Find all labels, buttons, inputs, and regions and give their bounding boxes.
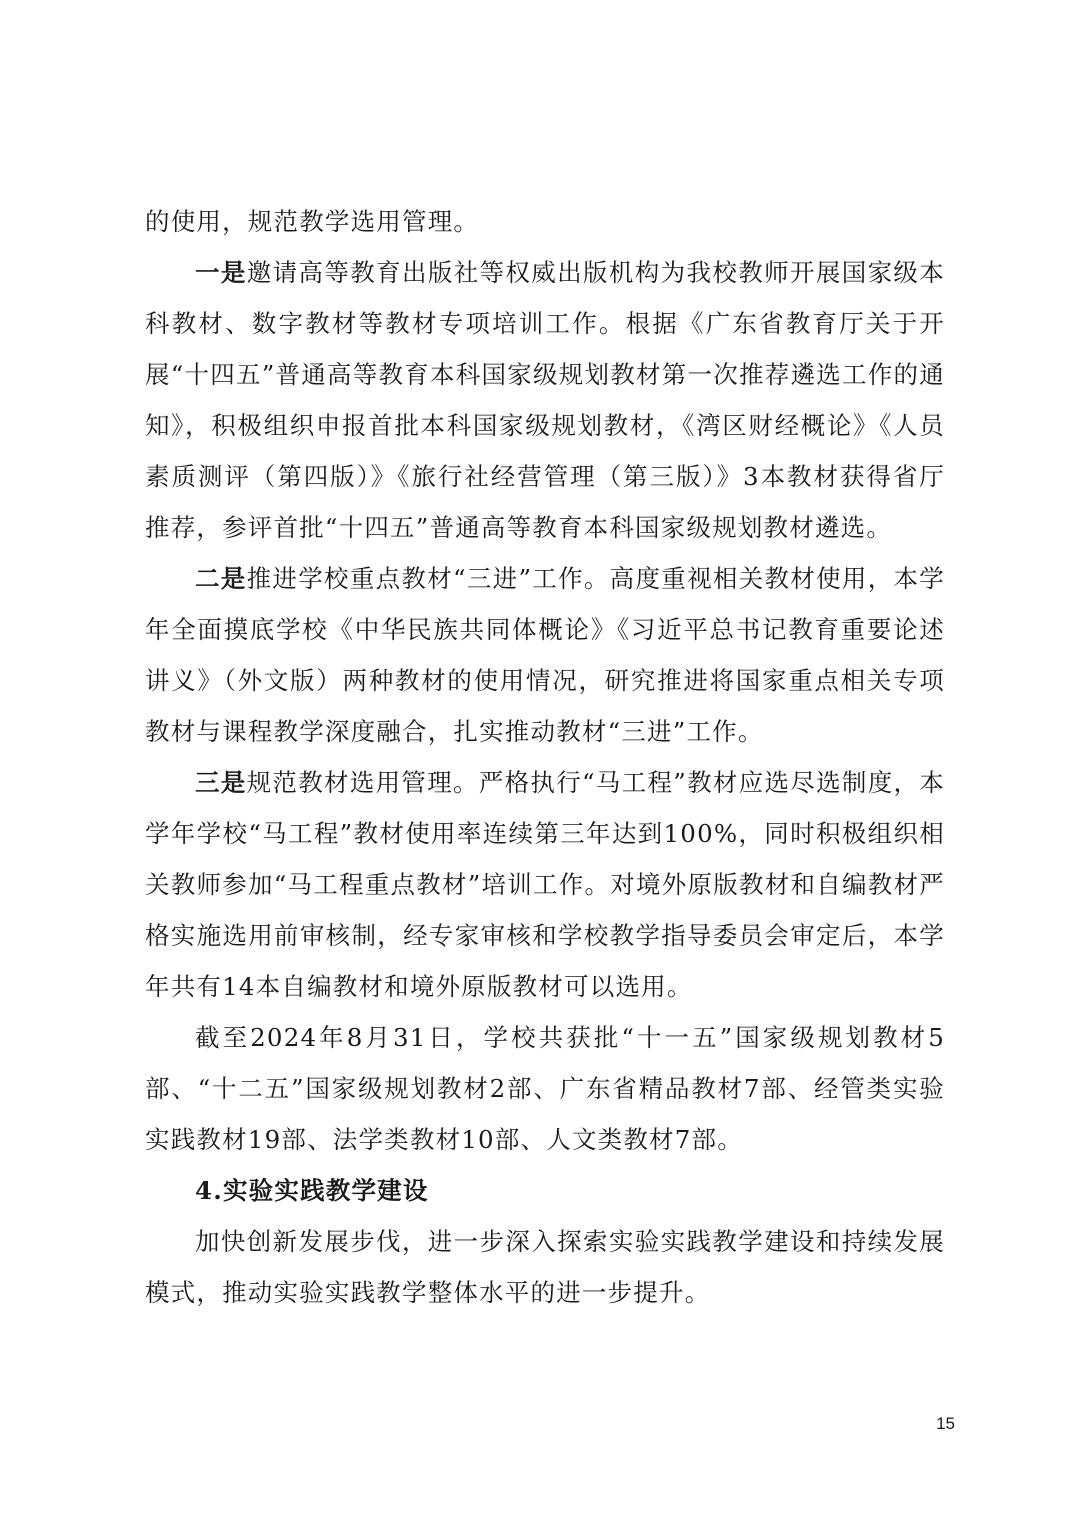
section-four-paragraph	[145, 1216, 945, 1318]
item-one-paragraph	[145, 247, 945, 553]
item-three-paragraph	[145, 757, 945, 1012]
summary-text: 截至2024年8月31日，学校共获批“十一五”国家级规划教材5部、“十二五”国家级规划教材2部、广东省精品教材7部、经管类实验实践教材19部、法学类教材10部、人文类教材7部。	[145, 1023, 945, 1154]
continuation-text: 的使用，规范教学选用管理。	[145, 207, 480, 236]
item-three-text: 规范教材选用管理。严格执行“马工程”教材应选尽选制度，本学年学校“马工程”教材使用率连续第三年达到100%，同时积极组织相关教师参加“马工程重点教材”培训工作。对境外原版教材和自编教材严格实施选用前审核制，经专家审核和学校教学指导委员会审定后，本学年共有14本自编教材和境外原版教材可以选用。	[145, 768, 945, 1001]
item-three-lead: 三是	[195, 768, 247, 797]
document-body	[145, 196, 945, 1318]
item-one-text: 邀请高等教育出版社等权威出版机构为我校教师开展国家级本科教材、数字教材等教材专项培训工作。根据《广东省教育厅关于开展“十四五”普通高等教育本科国家级规划教材第一次推荐遴选工作的通知》，积极组织申报首批本科国家级规划教材，《湾区财经概论》《人员素质测评（第四版）》《旅行社经营管理（第三版）》3本教材获得省厅推荐，参评首批“十四五”普通高等教育本科国家级规划教材遴选。	[145, 258, 945, 542]
item-one-lead: 一是	[195, 258, 247, 287]
page-number: 15	[936, 1414, 955, 1433]
item-two-paragraph	[145, 553, 945, 757]
item-two-text: 推进学校重点教材“三进”工作。高度重视相关教材使用，本学年全面摸底学校《中华民族共同体概论》《习近平总书记教育重要论述讲义》（外文版）两种教材的使用情况，研究推进将国家重点相关专项教材与课程教学深度融合，扎实推动教材“三进”工作。	[145, 564, 945, 746]
section-four-text: 加快创新发展步伐，进一步深入探索实验实践教学建设和持续发展模式，推动实验实践教学整体水平的进一步提升。	[145, 1227, 945, 1307]
item-two-lead: 二是	[195, 564, 247, 593]
summary-paragraph	[145, 1012, 945, 1165]
continuation-paragraph	[145, 196, 945, 247]
section-four-heading: 4.实验实践教学建设	[195, 1176, 429, 1205]
